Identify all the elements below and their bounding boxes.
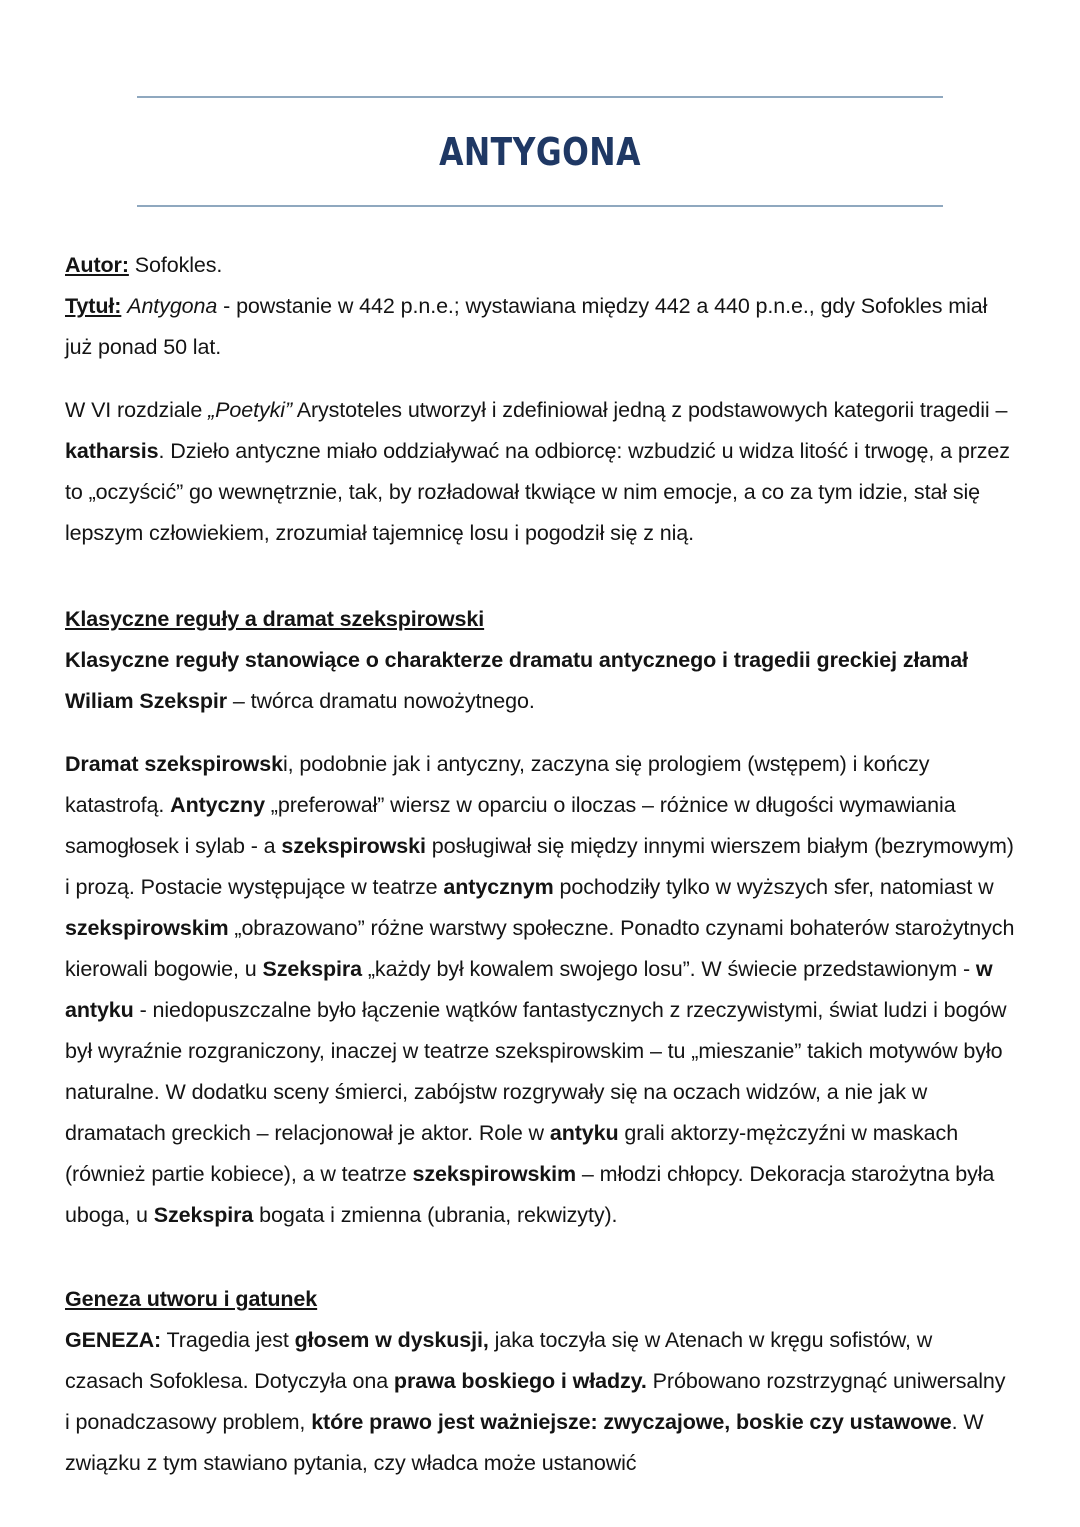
author-label: Autor: [65, 253, 129, 277]
genesis-term-5: prawa boskiego i władzy. [393, 1369, 647, 1393]
poetyki-title: „Poetyki” [208, 398, 293, 422]
drama-text-4: „preferował” wiersz w oparciu o iloczas – różnice w długości wymawiania samogłosek i sylab - a [65, 793, 956, 858]
genesis-text-4: jaka toczyła się w Atenach w kręgu sofistów, w czasach Sofoklesa. Dotyczyła ona [65, 1328, 933, 1393]
drama-term-1-tail: i [282, 752, 288, 776]
drama-term-1: Dramat szekspirowsk [65, 752, 283, 776]
drama-comparison-paragraph [65, 722, 1015, 1236]
drama-term-9: szekspirowskim [65, 916, 229, 940]
katharsis-text-3: . Dzieło antyczne miało oddziaływać na odbiorcę: wzbudzić u widza litość i trwogę, a przez to „oczyścić” go wewnętrznie, tak, by rozładował tkwiące w nim emocje, a co za tym idzie, stał się lepszym człowiekiem, zrozumiał tajemnicę losu i pogodził się z nią. [65, 439, 1010, 545]
section-heading-classical-rules-label: Klasyczne reguły a dramat szekspirowski [65, 607, 485, 631]
drama-term-19: Szekspira [153, 1203, 254, 1227]
katharsis-paragraph [65, 368, 1015, 554]
section-heading-genesis [65, 1236, 1015, 1320]
genesis-text-6: Próbowano rozstrzygnąć uniwersalny i ponadczasowy problem, [65, 1369, 1006, 1434]
classical-rules-lead-rest: – twórca dramatu nowożytnego. [227, 689, 535, 713]
author-value: Sofokles. [128, 253, 223, 277]
section-heading-classical-rules [65, 554, 1015, 640]
genesis-label: GENEZA: [65, 1328, 162, 1352]
classical-rules-lead [65, 640, 1015, 722]
drama-text-6: posługiwał się między innymi wierszem białym (bezrymowym) i prozą. Postacie występujące w teatrze [65, 834, 1014, 899]
drama-term-15: antyku [549, 1121, 619, 1145]
drama-text-12: „każdy był kowalem swojego losu”. W świecie przedstawionym - [361, 957, 976, 981]
genesis-term-7: które prawo jest ważniejsze: zwyczajowe, boskie czy ustawowe [311, 1410, 952, 1434]
drama-text-8: pochodziły tylko w wyższych sfer, natomiast w [553, 875, 994, 899]
drama-text-2: , podobnie jak i antyczny, zaczyna się prologiem (wstępem) i kończy katastrofą. [65, 752, 930, 817]
genesis-term-3: głosem w dyskusji, [294, 1328, 489, 1352]
genesis-paragraph [65, 1320, 1015, 1484]
metadata-paragraph [65, 215, 1015, 368]
drama-term-5: szekspirowski [281, 834, 426, 858]
drama-term-11: Szekspira [262, 957, 362, 981]
drama-text-10: „obrazowano” różne warstwy społeczne. Ponadto czynami bohaterów starożytnych kierowali bogowie, u [65, 916, 1015, 981]
title-label: Tytuł: [65, 294, 122, 318]
section-heading-genesis-label: Geneza utworu i gatunek [65, 1287, 318, 1311]
title-rule-bottom [137, 205, 943, 207]
work-title: Antygona [127, 294, 218, 318]
page-title: ANTYGONA [439, 130, 641, 174]
drama-text-16: grali aktorzy-mężczyźni w maskach (również partie kobiece), a w teatrze [65, 1121, 959, 1186]
title-details: - powstanie w 442 p.n.e.; wystawiana między 442 a 440 p.n.e., gdy Sofokles miał już ponad 50 lat. [65, 294, 988, 359]
drama-text-20: bogata i zmienna (ubrania, rekwizyty). [253, 1203, 618, 1227]
drama-term-17: szekspirowskim [412, 1162, 577, 1186]
genesis-text-2: Tragedia jest [161, 1328, 295, 1352]
classical-rules-lead-bold: Klasyczne reguły stanowiące o charakterze dramatu antycznego i tragedii greckiej złamał Wiliam Szekspir [65, 648, 969, 713]
katharsis-text-2: Arystoteles utworzył i zdefiniował jedną z podstawowych kategorii tragedii – [292, 398, 1008, 422]
katharsis-term: katharsis [65, 439, 159, 463]
title-rule-top [137, 96, 943, 98]
drama-text-14: - niedopuszczalne było łączenie wątków fantastycznych z rzeczywistymi, świat ludzi i bogów był wyraźnie rozgraniczony, inaczej w teatrze szekspirowskim – tu „mieszanie” takich motywów było naturalne. W dodatku sceny śmierci, zabójstw rozgrywały się na oczach widzów, a nie jak w dramatach greckich – relacjonował je aktor. Role w [65, 998, 1007, 1145]
drama-term-7: antycznym [443, 875, 554, 899]
drama-text-18: – młodzi chłopcy. Dekoracja starożytna była uboga, u [65, 1162, 995, 1227]
genesis-text-8: . W związku z tym stawiano pytania, czy władca może ustanowić [65, 1410, 984, 1475]
title-block [0, 0, 1080, 207]
drama-term-13: w antyku [65, 957, 993, 1022]
document-content [0, 215, 1080, 1484]
drama-term-3: Antyczny [170, 793, 265, 817]
katharsis-text-1: W VI rozdziale [65, 398, 209, 422]
